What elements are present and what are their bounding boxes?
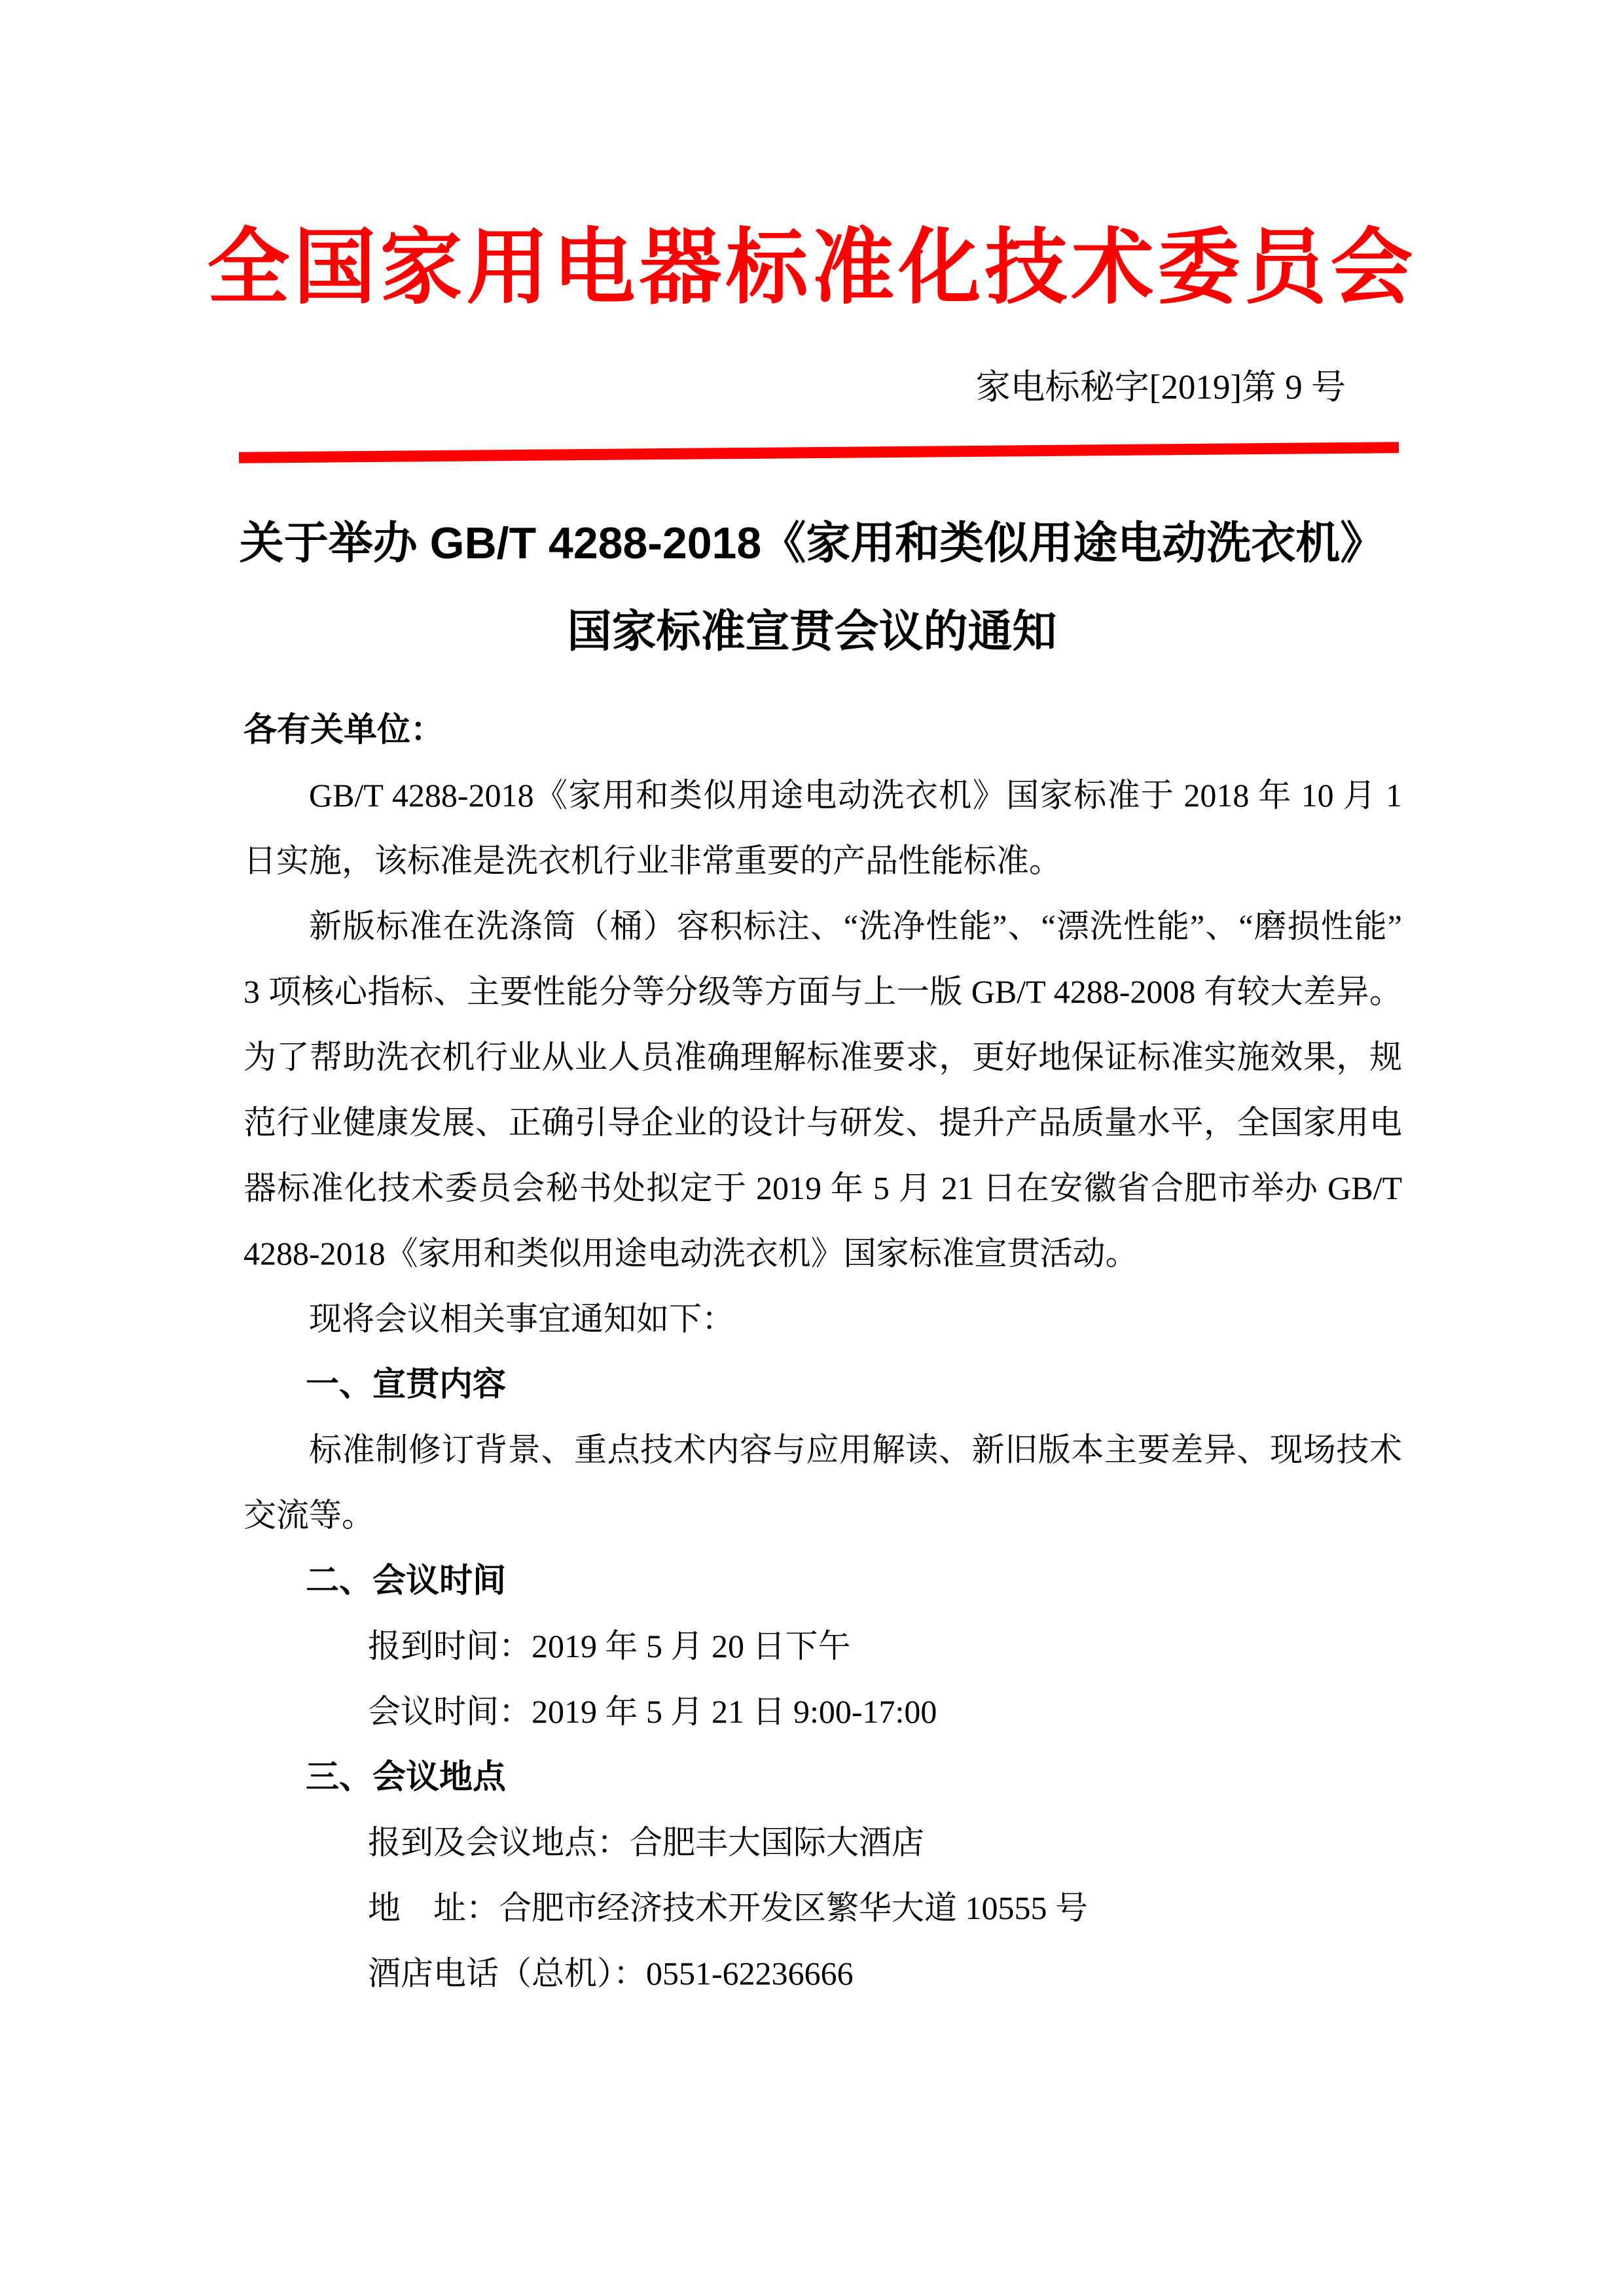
paragraph-line: 范行业健康发展、正确引导企业的设计与研发、提升产品质量水平，全国家用电 bbox=[244, 1104, 1402, 1141]
detail-line-phone: 酒店电话（总机）：0551-62236666 bbox=[368, 1955, 854, 1992]
paragraph-line: 标准制修订背景、重点技术内容与应用解读、新旧版本主要差异、现场技术 bbox=[309, 1431, 1402, 1468]
notice-title-line-1: 关于举办 GB/T 4288-2018《家用和类似用途电动洗衣机》 bbox=[239, 518, 1385, 568]
paragraph-line: 为了帮助洗衣机行业从业人员准确理解标准要求，更好地保证标准实施效果，规 bbox=[244, 1039, 1402, 1075]
paragraph-line: 4288-2018《家用和类似用途电动洗衣机》国家标准宣贯活动。 bbox=[244, 1235, 1138, 1272]
paragraph-line: 交流等。 bbox=[244, 1497, 374, 1534]
notice-body bbox=[244, 697, 1402, 2006]
section-heading-3: 三、会议地点 bbox=[306, 1758, 507, 1795]
detail-line-venue: 报到及会议地点：合肥丰大国际大酒店 bbox=[368, 1824, 924, 1861]
paragraph-line: GB/T 4288-2018《家用和类似用途电动洗衣机》国家标准于 2018 年 10 月 1 bbox=[309, 777, 1402, 814]
red-divider-rule bbox=[239, 442, 1399, 463]
paragraph-line: 现将会议相关事宜通知如下： bbox=[309, 1300, 734, 1337]
detail-line-address: 地 址：合肥市经济技术开发区繁华大道 10555 号 bbox=[368, 1890, 1088, 1926]
paragraph-line: 器标准化技术委员会秘书处拟定于 2019 年 5 月 21 日在安徽省合肥市举办 GB/T bbox=[244, 1170, 1402, 1206]
detail-line-meeting-time: 会议时间：2019 年 5 月 21 日 9:00-17:00 bbox=[368, 1693, 937, 1730]
detail-line-checkin-time: 报到时间：2019 年 5 月 20 日下午 bbox=[368, 1628, 851, 1664]
notice-title-line-2: 国家标准宣贯会议的通知 bbox=[567, 607, 1057, 656]
paragraph-line: 日实施，该标准是洗衣机行业非常重要的产品性能标准。 bbox=[244, 842, 1062, 879]
section-heading-1: 一、宣贯内容 bbox=[306, 1365, 507, 1403]
organization-title: 全国家用电器标准化技术委员会 bbox=[207, 223, 1417, 314]
paragraph-line: 3 项核心指标、主要性能分等分级等方面与上一版 GB/T 4288-2008 有较大差异。 bbox=[244, 973, 1402, 1010]
section-heading-2: 二、会议时间 bbox=[306, 1562, 507, 1599]
salutation: 各有关单位： bbox=[244, 711, 444, 748]
paragraph-line: 新版标准在洗涤筒（桶）容积标注、“洗净性能”、“漂洗性能”、“磨损性能” bbox=[309, 908, 1402, 944]
document-number: 家电标秘字[2019]第 9 号 bbox=[975, 368, 1346, 406]
